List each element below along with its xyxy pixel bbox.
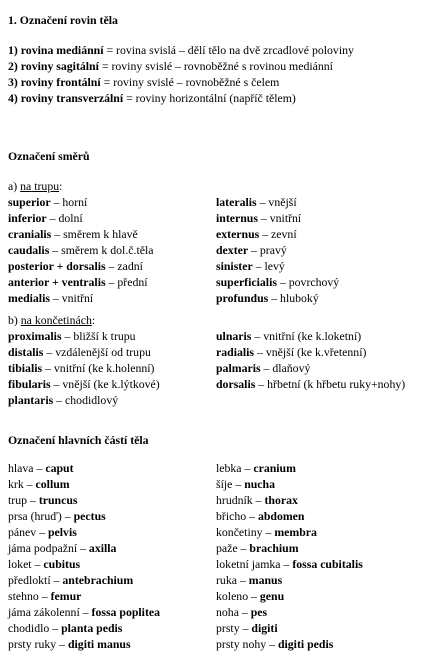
body-part-row: [8, 476, 70, 492]
body-part-latin: pectus: [73, 509, 106, 523]
body-part-czech: šíje –: [216, 477, 245, 491]
body-part-row: [8, 620, 122, 636]
direction-term: dorsalis: [216, 377, 256, 391]
direction-desc: – horní: [50, 195, 88, 209]
body-part-row: [8, 588, 81, 604]
body-part-czech: jáma zákolenní –: [8, 605, 92, 619]
direction-desc: – vnější (ke k.vřetenní): [254, 345, 367, 359]
direction-term-row: [8, 392, 118, 408]
direction-term-row: [216, 344, 366, 360]
plane-term: roviny transverzální: [20, 91, 124, 105]
direction-desc: – vnější: [256, 195, 297, 209]
body-part-latin: caput: [45, 461, 74, 475]
body-part-czech: hrudník –: [216, 493, 265, 507]
body-part-czech: pánev –: [8, 525, 48, 539]
body-part-czech: prsty nohy –: [216, 637, 278, 651]
subsection-label: na trupu: [20, 179, 60, 193]
direction-term: profundus: [216, 291, 269, 305]
direction-term-row: [8, 290, 93, 306]
direction-term-row: [216, 226, 297, 242]
direction-term: externus: [216, 227, 260, 241]
direction-term: anterior + ventralis: [8, 275, 106, 289]
direction-desc: – zadní: [105, 259, 143, 273]
direction-desc: – bližší k trupu: [61, 329, 136, 343]
body-part-row: [216, 476, 275, 492]
body-part-latin: collum: [35, 477, 70, 491]
body-part-row: [216, 572, 282, 588]
body-part-latin: digiti: [251, 621, 278, 635]
direction-term: fibularis: [8, 377, 51, 391]
body-part-czech: hlava –: [8, 461, 46, 475]
body-part-latin: fossa poplitea: [91, 605, 161, 619]
plane-item-3: [8, 74, 279, 90]
body-part-czech: trup –: [8, 493, 39, 507]
direction-term-row: [216, 210, 301, 226]
direction-term-row: [216, 360, 310, 376]
direction-term-row: [216, 290, 319, 306]
body-part-latin: fossa cubitalis: [292, 557, 363, 571]
direction-term: palmaris: [216, 361, 261, 375]
body-part-latin: abdomen: [257, 509, 305, 523]
body-part-czech: břicho –: [216, 509, 258, 523]
direction-desc: – vnitřní: [49, 291, 94, 305]
body-part-latin: digiti pedis: [277, 637, 334, 651]
direction-term: distalis: [8, 345, 44, 359]
body-part-latin: nucha: [244, 477, 276, 491]
body-part-row: [8, 636, 131, 652]
body-part-czech: krk –: [8, 477, 36, 491]
direction-term: lateralis: [216, 195, 257, 209]
body-part-czech: končetiny –: [216, 525, 275, 539]
direction-term-row: [216, 328, 361, 344]
body-part-row: [8, 492, 78, 508]
body-part-latin: manus: [248, 573, 283, 587]
plane-item-2: [8, 58, 333, 74]
direction-term: radialis: [216, 345, 255, 359]
body-part-czech: ruka –: [216, 573, 249, 587]
direction-desc: – vnitřní (ke k.loketní): [251, 329, 362, 343]
direction-desc: – vnější (ke k.lýtkové): [50, 377, 160, 391]
body-part-czech: prsty –: [216, 621, 252, 635]
subsection-suffix: :: [91, 313, 96, 327]
subsection-prefix: a): [8, 179, 18, 193]
subsection-a-heading: [8, 178, 62, 194]
plane-term: rovina mediánní: [20, 43, 104, 57]
direction-term-row: [216, 258, 285, 274]
direction-desc: – hřbetní (k hřbetu ruky+nohy): [255, 377, 406, 391]
body-part-latin: cubitus: [43, 557, 81, 571]
body-part-row: [8, 604, 160, 620]
body-part-latin: brachium: [249, 541, 299, 555]
body-part-row: [8, 508, 106, 524]
direction-term-row: [8, 226, 138, 242]
direction-desc: – vnitřní (ke k.holenní): [42, 361, 155, 375]
direction-term: internus: [216, 211, 258, 225]
direction-desc: – směrem k dol.č.těla: [49, 243, 154, 257]
body-part-czech: jáma podpažní –: [8, 541, 89, 555]
direction-desc: – hluboký: [268, 291, 319, 305]
direction-desc: – přední: [105, 275, 148, 289]
direction-term-row: [8, 274, 148, 290]
body-part-czech: loketní jamka –: [216, 557, 293, 571]
body-part-czech: prsty ruky –: [8, 637, 68, 651]
body-part-czech: loket –: [8, 557, 44, 571]
direction-term-row: [8, 344, 151, 360]
direction-desc: – povrchový: [276, 275, 340, 289]
direction-term-row: [8, 328, 136, 344]
body-part-czech: chodidlo –: [8, 621, 62, 635]
body-part-czech: lebka –: [216, 461, 254, 475]
subsection-prefix: b): [8, 313, 18, 327]
body-part-row: [216, 620, 278, 636]
direction-term: sinister: [216, 259, 253, 273]
direction-term-row: [216, 274, 339, 290]
plane-desc: = rovina svislá – dělí tělo na dvě zrcadlové poloviny: [103, 43, 354, 57]
body-part-latin: truncus: [38, 493, 78, 507]
direction-term-row: [8, 242, 154, 258]
body-part-latin: digiti manus: [67, 637, 131, 651]
plane-desc: = roviny svislé – rovnoběžné s čelem: [100, 75, 280, 89]
plane-term: roviny frontální: [20, 75, 101, 89]
direction-term: caudalis: [8, 243, 50, 257]
plane-term: roviny sagitální: [20, 59, 99, 73]
direction-desc: – zevní: [259, 227, 297, 241]
direction-desc: – dlaňový: [260, 361, 311, 375]
body-part-row: [216, 604, 267, 620]
direction-term-row: [8, 210, 83, 226]
direction-term: medialis: [8, 291, 50, 305]
direction-term: ulnaris: [216, 329, 252, 343]
body-part-latin: planta pedis: [61, 621, 123, 635]
direction-term-row: [216, 376, 405, 392]
section3-title: Označení hlavních částí těla: [8, 433, 149, 447]
plane-desc: = roviny horizontální (napříč tělem): [123, 91, 296, 105]
plane-desc: = roviny svislé – rovnoběžné s rovinou mediánní: [98, 59, 333, 73]
body-part-row: [8, 572, 133, 588]
body-part-czech: předloktí –: [8, 573, 63, 587]
direction-term: proximalis: [8, 329, 62, 343]
direction-term-row: [8, 360, 154, 376]
direction-term: tibialis: [8, 361, 43, 375]
direction-term-row: [216, 194, 297, 210]
direction-term: cranialis: [8, 227, 52, 241]
body-part-czech: koleno –: [216, 589, 260, 603]
body-part-row: [8, 540, 116, 556]
direction-term-row: [8, 258, 143, 274]
body-part-latin: membra: [274, 525, 317, 539]
direction-desc: – dolní: [46, 211, 83, 225]
body-part-czech: noha –: [216, 605, 251, 619]
body-part-row: [216, 588, 284, 604]
body-part-latin: pelvis: [47, 525, 77, 539]
body-part-row: [216, 508, 304, 524]
body-part-czech: stehno –: [8, 589, 51, 603]
plane-item-1: [8, 42, 354, 58]
section1-title: 1. Označení rovin těla: [8, 13, 118, 27]
direction-term: dexter: [216, 243, 249, 257]
body-part-row: [8, 524, 77, 540]
body-part-row: [8, 460, 74, 476]
direction-term-row: [216, 242, 287, 258]
body-part-row: [216, 540, 299, 556]
body-part-latin: pes: [250, 605, 268, 619]
body-part-czech: prsa (hruď) –: [8, 509, 74, 523]
direction-term: posterior + dorsalis: [8, 259, 106, 273]
subsection-suffix: :: [59, 179, 63, 193]
direction-term: superior: [8, 195, 51, 209]
body-part-latin: antebrachium: [62, 573, 134, 587]
subsection-label: na končetinách: [20, 313, 92, 327]
direction-term-row: [8, 376, 160, 392]
plane-num: 2): [8, 59, 18, 73]
body-part-row: [216, 556, 363, 572]
direction-desc: – levý: [252, 259, 285, 273]
body-part-row: [216, 492, 298, 508]
direction-term: plantaris: [8, 393, 54, 407]
body-part-latin: thorax: [264, 493, 298, 507]
direction-term-row: [8, 194, 87, 210]
body-part-row: [216, 636, 333, 652]
plane-num: 3): [8, 75, 18, 89]
body-part-latin: femur: [50, 589, 82, 603]
direction-desc: – směrem k hlavě: [51, 227, 138, 241]
plane-item-4: [8, 90, 296, 106]
direction-desc: – pravý: [248, 243, 287, 257]
direction-term: inferior: [8, 211, 47, 225]
body-part-latin: genu: [259, 589, 285, 603]
direction-term: superficialis: [216, 275, 277, 289]
body-part-czech: paže –: [216, 541, 250, 555]
direction-desc: – chodidlový: [53, 393, 119, 407]
plane-num: 4): [8, 91, 18, 105]
body-part-row: [8, 556, 80, 572]
body-part-row: [216, 460, 296, 476]
body-part-latin: cranium: [253, 461, 296, 475]
direction-desc: – vzdálenější od trupu: [43, 345, 151, 359]
plane-num: 1): [8, 43, 18, 57]
subsection-b-heading: [8, 312, 95, 328]
section2-title: Označení směrů: [8, 149, 90, 163]
body-part-row: [216, 524, 317, 540]
body-part-latin: axilla: [88, 541, 117, 555]
direction-desc: – vnitřní: [257, 211, 302, 225]
